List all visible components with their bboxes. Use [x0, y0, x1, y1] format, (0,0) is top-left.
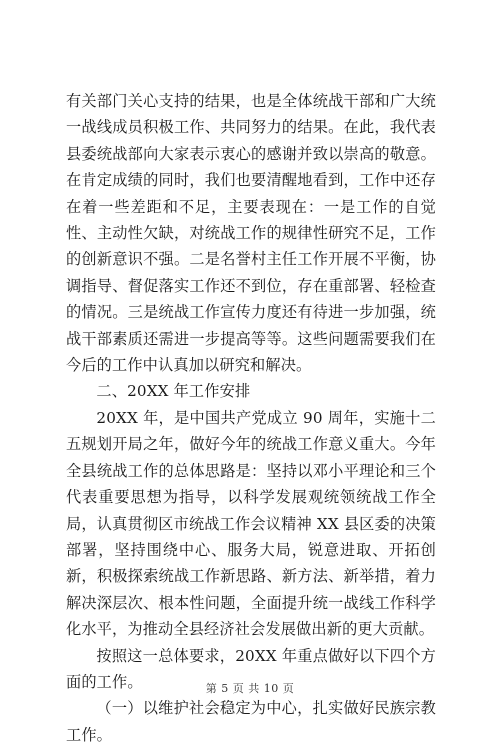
section-heading: 二、20XX 年工作安排 — [96, 382, 251, 401]
document-body — [66, 88, 436, 748]
subsection-heading-paragraph: （一）以维护社会稳定为中心，扎实做好民族宗教工作。 — [66, 699, 436, 744]
page-number-footer: 第 5 页 共 10 页 — [205, 682, 295, 695]
general-requirement-paragraph: 按照这一总体要求，20XX 年重点做好以下四个方面的工作。 — [66, 646, 436, 691]
work-plan-paragraph: 20XX 年，是中国共产党成立 90 周年，实施十二五规划开局之年，做好今年的统战工作意义重大。今年全县统战工作的总体思路是：坚持以邓小平理论和三个代表重要思想为指导，以科学发展观统领统战工作全局，认真贯彻区市统战工作会议精神 XX 县区委的决策部署，坚持围绕中心、服务大局，锐意进取、开拓创新，积极探索统战工作新思路、新方法、新举措，着力解决深层次、根本性问题，全面提升统一战线工作科学化水平，为推动全县经济社会发展做出新的更大贡献。 — [66, 408, 436, 639]
continuation-paragraph: 有关部门关心支持的结果，也是全体统战干部和广大统一战线成员积极工作、共同努力的结果。在此，我代表县委统战部向大家表示衷心的感谢并致以崇高的敬意。在肯定成绩的同时，我们也要清醒地看到，工作中还存在着一些差距和不足，主要表现在：一是工作的自觉性、主动性欠缺，对统战工作的规律性研究不足，工作的创新意识不强。二是名誉村主任工作开展不平衡，协调指导、督促落实工作还不到位，存在重部署、轻检查的情况。三是统战工作宣传力度还有待进一步加强，统战干部素质还需进一步提高等等。这些问题需要我们在今后的工作中认真加以研究和解决。 — [66, 92, 436, 375]
